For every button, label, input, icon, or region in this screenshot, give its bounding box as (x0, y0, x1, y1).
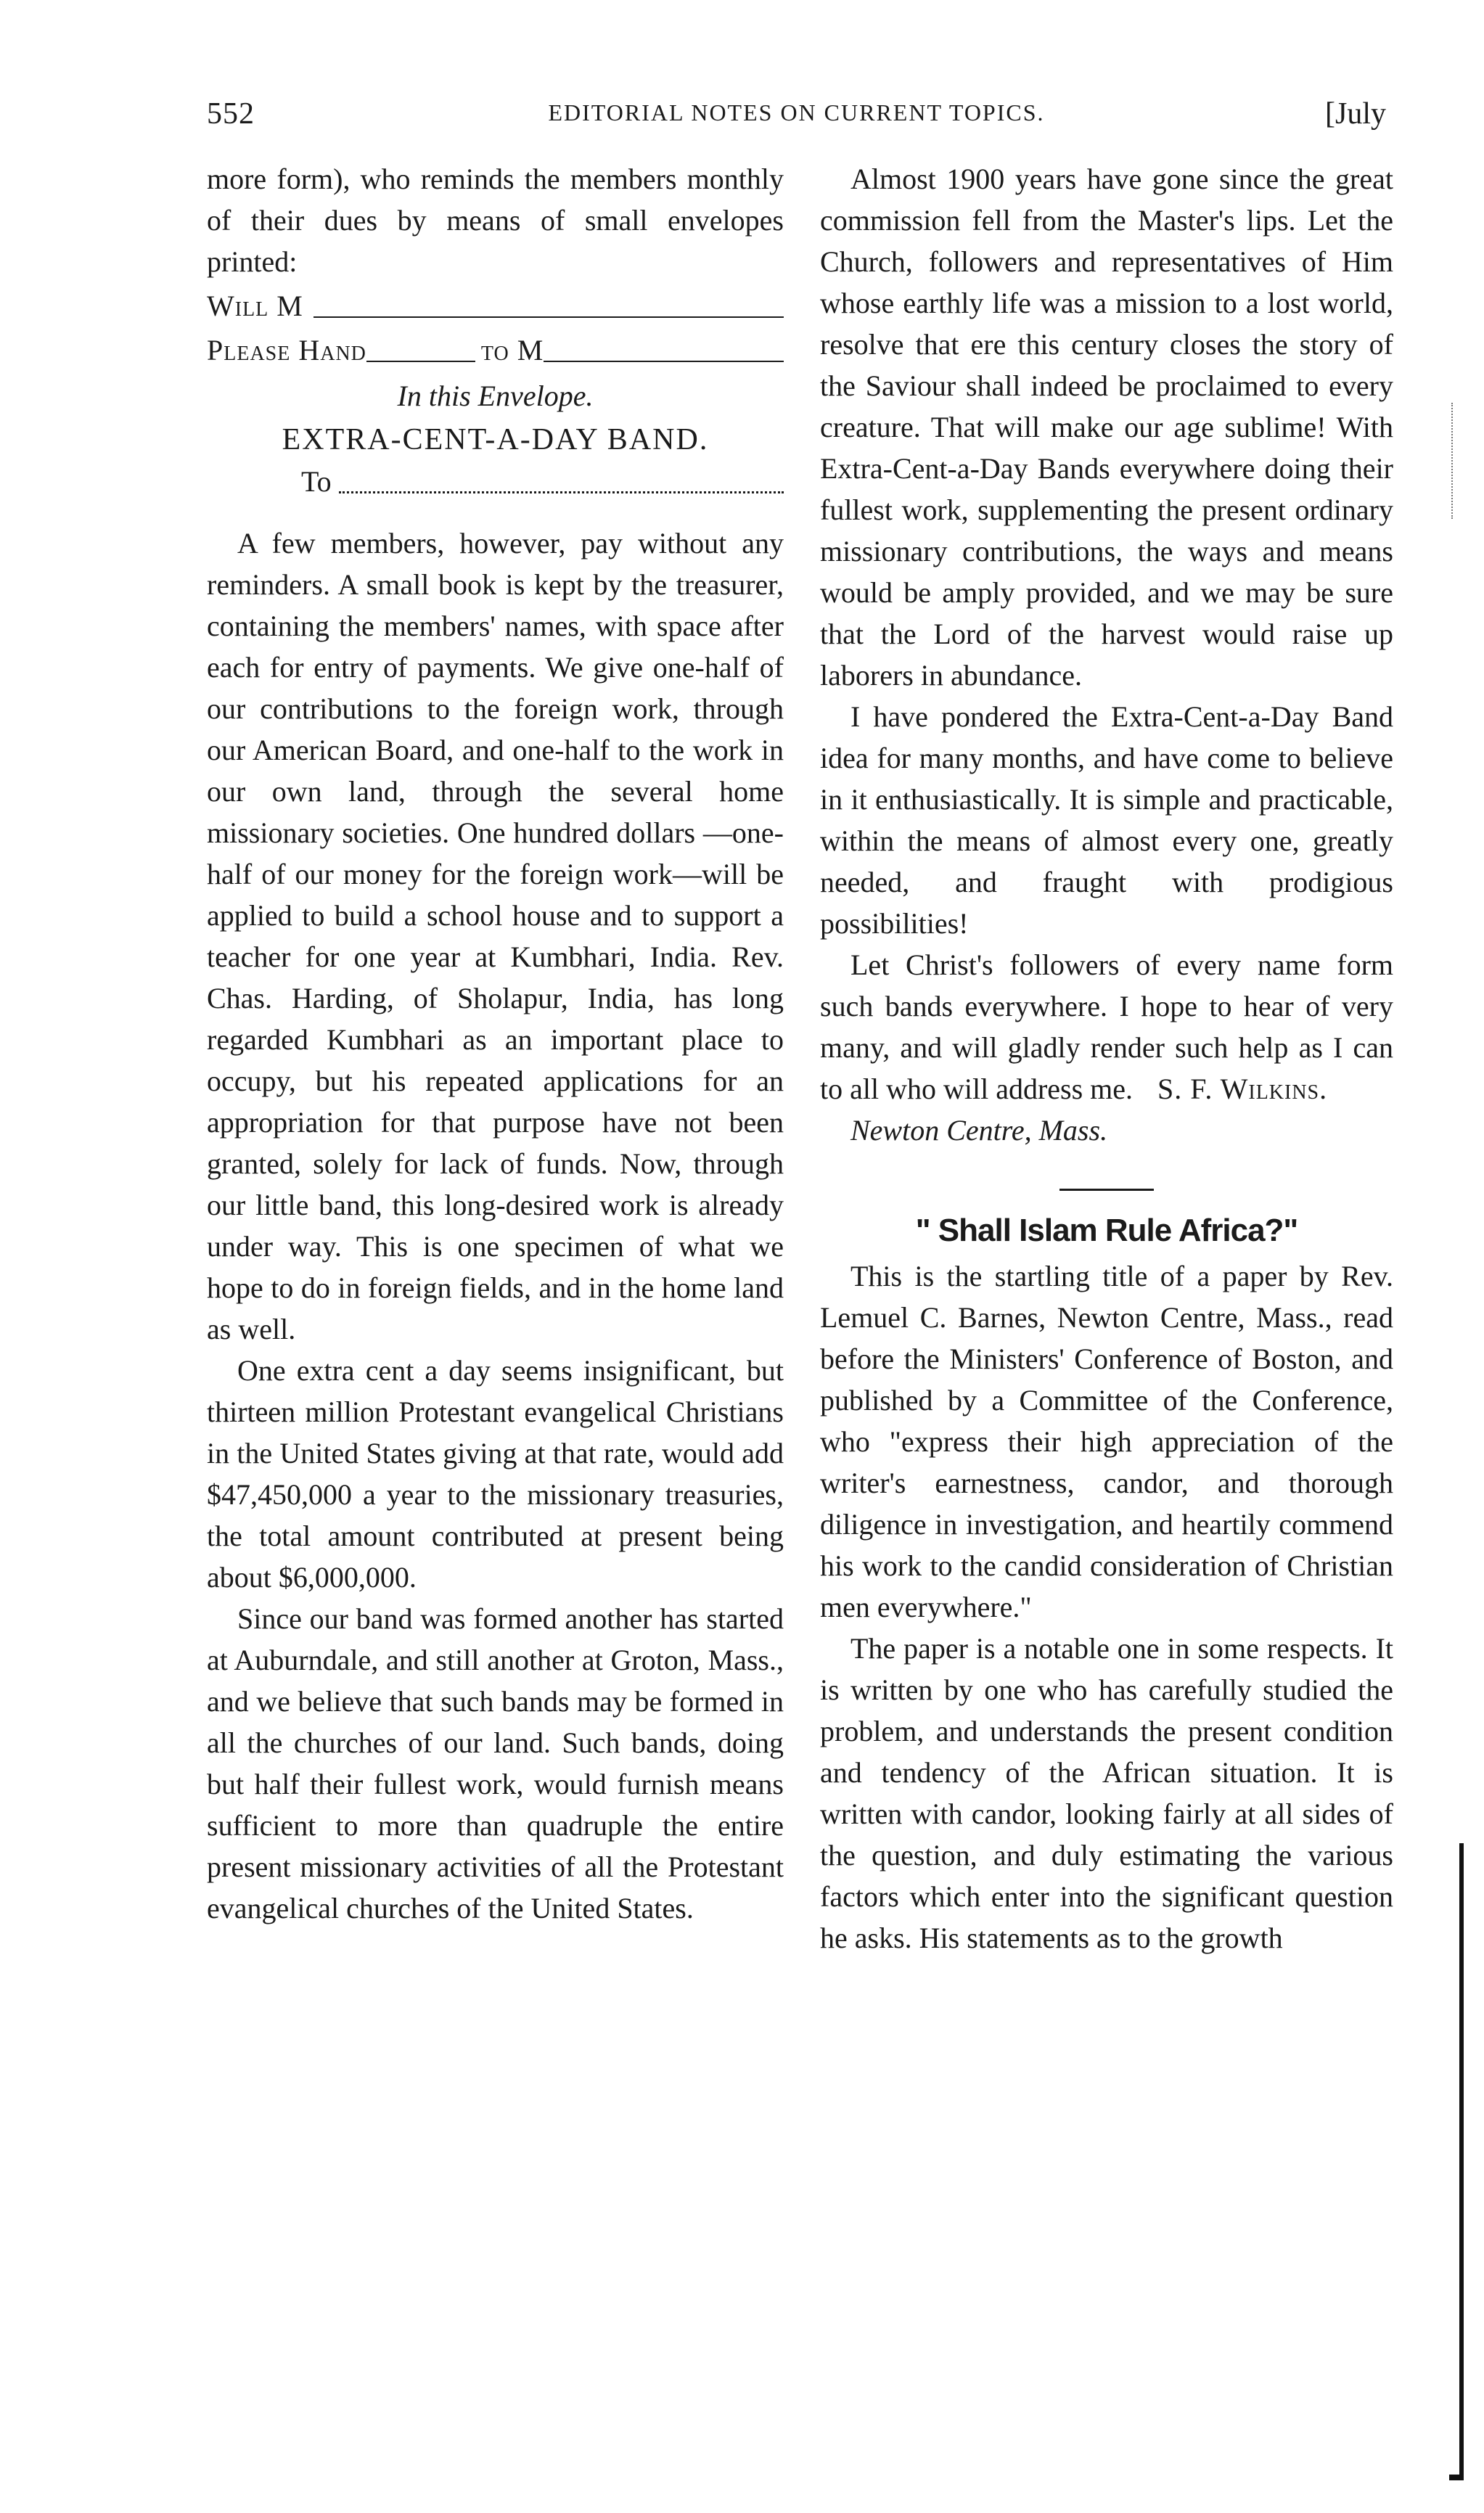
form-to-line-label: To (301, 465, 332, 498)
page-number: 552 (207, 97, 255, 131)
paragraph: I have pondered the Extra-Cent-a-Day Band idea for many months, and have come to believe in it enthusiastically. It is simple and practicable, within the means of almost every one, greatly needed, and fraught with prodigious possibilities! (820, 700, 1393, 940)
running-title: EDITORIAL NOTES ON CURRENT TOPICS. (548, 99, 1045, 126)
envelope-caption: In this Envelope. (397, 380, 594, 412)
paragraph: Since our band was formed another has started at Auburndale, and still another at Groton, Mass., and we believe that such bands may be formed in all the churches of our land. Such bands, doing but half their fullest work, would furnish means sufficient to more than quadruple the entire present missionary activities of all the Protestant evangelical churches of the United States. (207, 1602, 784, 1924)
author-signature: S. F. Wilkins. (1157, 1073, 1328, 1105)
margin-scan-marks (1451, 403, 1456, 519)
paragraph: One extra cent a day seems insignificant, but thirteen million Protestant evangelical Christians in the United States giving at that rate, would add $47,450,000 a year to the missionary treasuries, the total amount contributed at present being about $6,000,000. (207, 1354, 784, 1594)
paragraph: The paper is a notable one in some respects. It is written by one who has carefully studied the problem, and understands the present condition and tendency of the African situation. It is written with candor, looking fairly at all sides of the question, and duly estimating the various factors which enter into the significant question he asks. His statements as to the growth (820, 1632, 1393, 1954)
paragraph: Almost 1900 years have gone since the great commission fell from the Master's lips. Let the Church, followers and representatives of Him whose earthly life was a mission to a lost world, resolve that ere this century closes the story of the Saviour shall indeed be proclaimed to every creature. That will make our age sublime! With Extra-Cent-a-Day Bands everywhere doing their fullest work, supplementing the present ordinary missionary contributions, the ways and means would be amply provided, and we may be sure that the Lord of the harvest would raise up laborers in abundance. (820, 163, 1393, 692)
band-title: EXTRA-CENT-A-DAY BAND. (282, 423, 709, 456)
form-will-label: Will M (207, 290, 303, 322)
paragraph: This is the startling title of a paper by Rev. Lemuel C. Barnes, Newton Centre, Mass., read before the Ministers' Conference of Boston, and published by a Committee of the Conference, who "express their high appreciation of the writer's earnestness, candor, and thorough diligence in investigation, and heartily commend his work to the candid consideration of Christian men everywhere." (820, 1260, 1393, 1623)
section-divider (1059, 1189, 1154, 1191)
form-please-hand-blank (366, 361, 475, 362)
form-to-label: to M (480, 334, 544, 366)
issue-month: [July (1325, 97, 1386, 131)
right-column (820, 158, 1393, 1959)
form-to-blank (544, 361, 784, 362)
form-to-line-blank (339, 491, 784, 493)
author-place: Newton Centre, Mass. (850, 1114, 1108, 1147)
paragraph (820, 944, 1393, 1110)
scan-edge-bracket (1449, 1843, 1464, 2480)
section-title: " Shall Islam Rule Africa?" (915, 1213, 1298, 1248)
form-will-blank (313, 316, 784, 318)
intro-paragraph: more form), who reminds the members monthly of their dues by means of small envelopes printed: (207, 163, 784, 278)
running-header (207, 97, 1386, 140)
paragraph: A few members, however, pay without any reminders. A small book is kept by the treasurer, containing the members' names, with space after each for entry of payments. We give one-half of our contributions to the foreign work, through our American Board, and one-half to the work in our own land, through the several home missionary societies. One hundred dollars —one-half of our money for the foreign work—will be applied to build a school house and to support a teacher for one year at Kumbhari, India. Rev. Chas. Harding, of Sholapur, India, has long regarded Kumbhari as an important place to occupy, but his repeated applications for an appropriation for that purpose have not been granted, solely for lack of funds. Now, through our little band, this long-desired work is already under way. This is one specimen of what we hope to do in foreign fields, and in the home land as well. (207, 527, 784, 1345)
form-will-line (207, 285, 784, 327)
left-column (207, 158, 784, 1929)
spacer (207, 502, 784, 522)
paragraph-text: Let Christ's followers of every name form such bands everywhere. I hope to hear of very many, and will gladly render such help as I can to all who will address me. (820, 948, 1393, 1105)
form-please-hand-line (207, 329, 784, 371)
form-please-hand-label: Please Hand (207, 334, 366, 366)
form-to-line (207, 461, 784, 502)
